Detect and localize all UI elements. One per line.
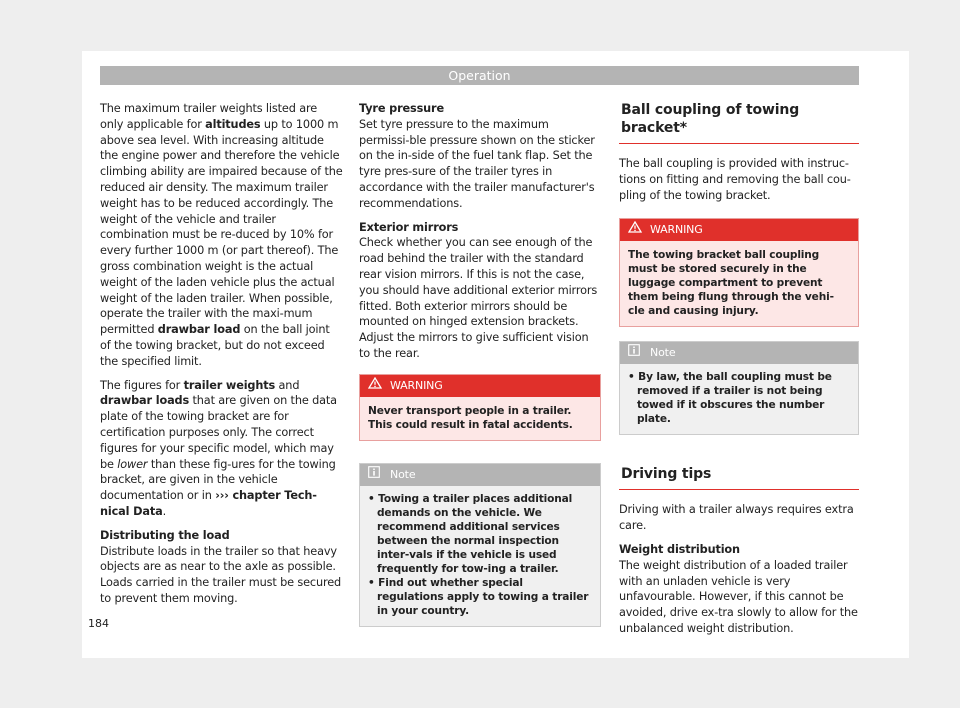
subheading-exterior-mirrors <box>359 220 601 236</box>
note-item-text: By law, the ball coupling must be removed if a trailer is not being towed if it obscures the number plate. <box>637 371 832 426</box>
note-label: Note <box>650 346 676 360</box>
text: that are given on the data plate of the towing bracket are for certification purposes only. The correct figures for your specific model, which may be <box>100 394 337 471</box>
note-body <box>360 486 600 626</box>
text: than these fig-ures for the towing bracket, are given in the vehicle documentation or in <box>100 457 336 503</box>
warning-triangle-icon <box>368 375 382 397</box>
subheading-weight-distribution <box>619 542 859 558</box>
emphasis-drawbar-load: drawbar load <box>157 323 241 337</box>
note-item-text: Towing a trailer places additional demands on the vehicle. We recommend additional services between the normal inspection inter-vals if the vehicle is used frequently for tow-ing a trailer. <box>377 492 573 575</box>
column-2 <box>359 101 601 627</box>
section-header: Operation <box>100 66 859 85</box>
info-icon <box>368 464 382 486</box>
subheading-text: Exterior mirrors <box>359 220 459 234</box>
note-item: • By law, the ball coupling must be removed if a trailer is not being towed if it obscures the number plate. <box>628 371 832 426</box>
page-number: 184 <box>88 617 109 630</box>
subheading-tyre-pressure <box>359 101 601 117</box>
warning-box <box>359 374 601 441</box>
emphasis-trailer-weights: trailer weights <box>183 378 276 392</box>
note-header <box>360 464 600 486</box>
text: up to 1000 m above sea level. With increasing altitude the engine power and therefore the vehicle climbing ability are impaired because of the reduced air density. The maximum trailer weight has to be reduced accordingly. The weight of the vehicle and trailer combination must be re-duced by 10% for every further 1000 m (or part thereof). The gross combination weight is the actual weight of the laden vehicle plus the actual weight of the laden trailer. When possible, operate the trailer with the maxi-mum permitted <box>100 117 343 337</box>
note-header <box>620 342 858 364</box>
warning-triangle-icon <box>628 219 642 241</box>
paragraph-altitudes <box>100 101 343 370</box>
warning-label: WARNING <box>390 378 443 392</box>
text: The maximum trailer weights listed are only applicable for <box>100 102 318 131</box>
heading-driving-tips: Driving tips <box>619 465 859 490</box>
subheading-distributing-load <box>100 528 343 544</box>
paragraph-weight-distribution: The weight distribution of a loaded trailer with an unladen vehicle is very unfavourable. However, if this cannot be avoided, drive ex-tra slowly to allow for the unbalanced weight distribution. <box>619 558 858 635</box>
paragraph-figures <box>100 378 343 520</box>
text: The figures for <box>100 378 184 392</box>
paragraph-ball-coupling: The ball coupling is provided with instruc-tions on fitting and removing the ball cou-pling of the towing bracket. <box>619 157 851 202</box>
paragraph-tyre-pressure: Set tyre pressure to the maximum permissi-ble pressure shown on the sticker on the in-side of the fuel tank flap. Set the tyre pres-sure of the trailer tyres in accordance with the trailer manufacturer's recommendations. <box>359 117 595 210</box>
warning-header <box>360 375 600 397</box>
warning-box <box>619 218 859 327</box>
subheading-text: Distributing the load <box>100 528 230 542</box>
emphasis-drawbar-loads: drawbar loads <box>100 394 190 408</box>
warning-text: The towing bracket ball coupling must be stored securely in the luggage compartment to prevent them being flung through the vehi-cle and causing injury. <box>620 241 858 326</box>
text: . <box>162 504 167 518</box>
note-box <box>359 463 601 627</box>
text: and <box>275 378 300 392</box>
paragraph-driving-tips: Driving with a trailer always requires extra care. <box>619 503 854 533</box>
note-label: Note <box>390 467 416 481</box>
warning-label: WARNING <box>650 223 703 237</box>
note-item-text: Find out whether special regulations apply to towing a trailer in your country. <box>377 576 589 617</box>
emphasis-altitudes: altitudes <box>205 117 261 131</box>
warning-text: Never transport people in a trailer. This could result in fatal accidents. <box>360 397 600 440</box>
warning-header <box>620 219 858 241</box>
note-item: • Towing a trailer places additional demands on the vehicle. We recommend additional services between the normal inspection inter-vals if the vehicle is used frequently for tow-ing a trailer. <box>368 492 573 575</box>
column-3 <box>619 101 859 637</box>
column-1 <box>100 101 343 607</box>
note-box <box>619 341 859 435</box>
paragraph-exterior-mirrors: Check whether you can see enough of the road behind the trailer with the standard rear vision mirrors. If this is not the case, you should have additional exterior mirrors fitted. Both exterior mirrors should be mounted on hinged extension brackets. Adjust the mirrors to give sufficient vision to the rear. <box>359 236 598 360</box>
note-item: • Find out whether special regulations apply to towing a trailer in your country. <box>368 576 589 617</box>
emphasis-lower: lower <box>117 457 148 471</box>
paragraph-distribute: Distribute loads in the trailer so that heavy objects are as near to the axle as possible. Loads carried in the trailer must be secured to prevent them moving. <box>100 544 342 605</box>
note-body <box>620 364 858 434</box>
chapter-link-technical-data[interactable]: ››› chapter Tech-nical Data <box>100 489 317 518</box>
info-icon <box>628 342 642 364</box>
subheading-text: Tyre pressure <box>359 102 444 115</box>
subheading-text: Weight distribution <box>619 542 740 556</box>
heading-ball-coupling: Ball coupling of towing bracket* <box>619 101 859 144</box>
text: on the ball joint of the towing bracket, but do not exceed the specified limit. <box>100 323 330 368</box>
